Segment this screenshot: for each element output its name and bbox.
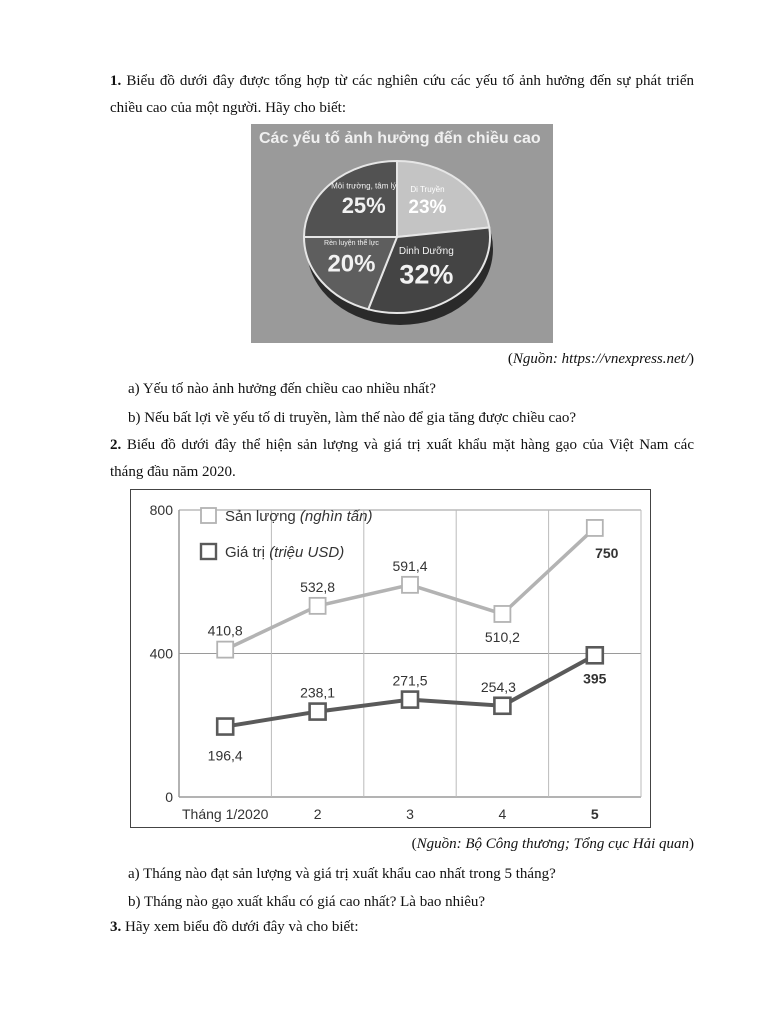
point-s1-3 (402, 577, 418, 593)
question-1-text: Biểu đồ dưới đây được tổng hợp từ các nghiên cứu các yếu tố ảnh hưởng đến sự phát triển chiều cao của một người. Hãy cho biết: (110, 73, 694, 116)
point-s1-4 (494, 606, 510, 622)
question-1-part-b: b) Nếu bất lợi về yếu tố di truyền, làm thế nào để gia tăng được chiều cao? (128, 410, 577, 426)
question-2-number: 2. (110, 437, 122, 453)
question-1-source: (Nguồn: https://vnexpress.net/) (507, 351, 694, 367)
data-label-s2-4: 254,3 (480, 678, 516, 695)
x-tick-label-4: 4 (498, 806, 507, 822)
question-2-source: (Nguồn: Bộ Công thương; Tổng cục Hải quan) (411, 836, 694, 852)
data-label-s2-5: 395 (583, 670, 607, 687)
data-label-s1-1: 410,8 (207, 622, 243, 639)
data-label-s1-5: 750 (595, 544, 619, 561)
point-s2-5 (587, 647, 603, 663)
legend-unit-2: (triệu USD) (269, 544, 345, 561)
y-tick-label-400: 400 (149, 645, 173, 662)
x-tick-label-3: 3 (406, 806, 414, 822)
pie-chart-image (251, 124, 553, 343)
point-s2-2 (310, 704, 326, 720)
pie-value-ren-luyen-the-luc: 20% (327, 250, 376, 278)
pie-chart (251, 124, 553, 343)
data-label-s2-3: 271,5 (392, 672, 428, 689)
pie-value-moi-truong-tam-ly: 25% (341, 192, 386, 218)
line-chart-frame (130, 489, 651, 828)
data-label-s1-2: 532,8 (300, 578, 336, 595)
question-3-number: 3. (110, 919, 122, 935)
legend-label-1: Sản lượng (nghìn tấn) (225, 508, 373, 525)
data-label-s2-1: 196,4 (207, 747, 243, 764)
question-3-text: Hãy xem biểu đồ dưới đây và cho biết: (121, 919, 359, 935)
pie-label-di-truyen: Di Truyền (410, 184, 445, 194)
pie-label-moi-truong-tam-ly: Môi trường, tâm lý (331, 181, 397, 191)
x-tick-label-5: 5 (590, 806, 599, 822)
data-label-s2-2: 238,1 (300, 684, 336, 701)
pie-chart-title: Các yếu tố ảnh hưởng đến chiều cao (259, 130, 541, 147)
question-1 (110, 68, 694, 122)
question-1-part-a: a) Yếu tố nào ảnh hưởng đến chiều cao nhiều nhất? (128, 381, 436, 397)
legend-swatch-1 (201, 508, 216, 523)
question-2-part-b: b) Tháng nào gạo xuất khẩu có giá cao nhất? Là bao nhiêu? (128, 894, 486, 910)
point-s1-5 (587, 520, 603, 536)
pie-label-ren-luyen-the-luc: Rèn luyện thể lực (324, 239, 379, 247)
question-1-number: 1. (110, 73, 122, 89)
x-tick-label-1: Tháng 1/2020 (181, 806, 269, 822)
data-label-s1-4: 510,2 (484, 628, 520, 645)
y-tick-label-0: 0 (165, 789, 173, 805)
legend-label-2: Giá trị (triệu USD) (225, 544, 345, 561)
question-2-part-a: a) Tháng nào đạt sản lượng và giá trị xuất khẩu cao nhất trong 5 tháng? (128, 866, 556, 882)
x-tick-label-2: 2 (313, 806, 322, 822)
line-chart (131, 490, 649, 826)
pie-value-di-truyen: 23% (408, 196, 447, 218)
question-3 (110, 914, 694, 941)
point-s1-1 (217, 642, 233, 658)
data-label-s1-3: 591,4 (392, 557, 428, 574)
question-2 (110, 432, 694, 486)
pie-value-dinh-duong: 32% (399, 259, 454, 290)
question-2-text: Biểu đồ dưới đây thể hiện sản lượng và giá trị xuất khẩu mặt hàng gạo của Việt Nam các tháng đầu năm 2020. (110, 437, 694, 480)
y-tick-label-800: 800 (149, 502, 173, 518)
pie-label-dinh-duong: Dinh Dưỡng (398, 245, 454, 257)
legend-swatch-2 (201, 544, 216, 559)
legend-unit-1: (nghìn tấn) (299, 508, 373, 525)
point-s1-2 (310, 598, 326, 614)
point-s2-4 (494, 698, 510, 714)
point-s2-1 (217, 719, 233, 735)
point-s2-3 (402, 692, 418, 708)
